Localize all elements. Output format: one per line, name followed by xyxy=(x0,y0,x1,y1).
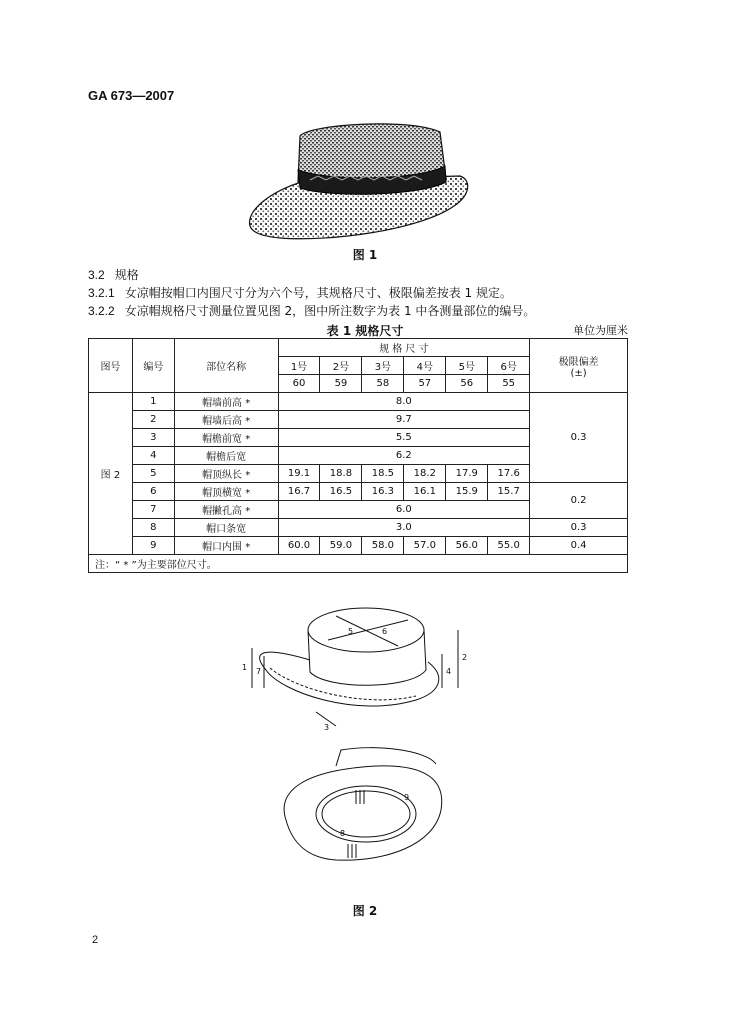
row-name: 帽檐后宽 xyxy=(174,447,278,465)
table-unit: 单位为厘米 xyxy=(573,324,628,337)
paragraph-text: 女凉帽按帽口内围尺寸分为六个号，其规格尺寸、极限偏差按表 1 规定。 xyxy=(124,286,512,300)
row-name: 帽口条宽 xyxy=(174,519,278,537)
header-tolerance xyxy=(530,339,628,393)
section-title: 规格 xyxy=(114,268,139,282)
brim-back-outline xyxy=(336,748,436,766)
table-note-row xyxy=(89,555,628,573)
tolerance-value: 0.3 xyxy=(530,393,628,483)
row-value: 17.6 xyxy=(488,465,530,483)
figure-2-measurement-diagram xyxy=(236,600,476,890)
row-value: 16.7 xyxy=(278,483,320,501)
figure-2-caption: 图 2 xyxy=(352,904,378,918)
row-name: 帽墙前高 * xyxy=(174,393,278,411)
dimension-line-6 xyxy=(328,620,408,640)
figure-1-caption: 图 1 xyxy=(352,248,378,262)
size-label: 1号 xyxy=(278,357,320,375)
size-value: 58 xyxy=(362,375,404,393)
row-value: 16.5 xyxy=(320,483,362,501)
table-header-row xyxy=(89,339,628,357)
section-3-2-1 xyxy=(88,284,512,301)
row-no: 7 xyxy=(132,501,174,519)
section-3-2-2 xyxy=(88,302,535,319)
row-value: 56.0 xyxy=(446,537,488,555)
tolerance-value: 0.4 xyxy=(530,537,628,555)
row-name: 帽檐前宽 * xyxy=(174,429,278,447)
figure-1-hat-illustration xyxy=(240,118,476,244)
row-no: 1 xyxy=(132,393,174,411)
fig-ref: 图 2 xyxy=(89,393,133,555)
fig2-label-7: 7 xyxy=(256,667,262,676)
size-label: 3号 xyxy=(362,357,404,375)
row-name: 帽顶横宽 * xyxy=(174,483,278,501)
header-name: 部位名称 xyxy=(174,339,278,393)
row-value: 9.7 xyxy=(278,411,530,429)
row-value: 55.0 xyxy=(488,537,530,555)
size-label: 5号 xyxy=(446,357,488,375)
size-value: 55 xyxy=(488,375,530,393)
row-value: 57.0 xyxy=(404,537,446,555)
size-value: 59 xyxy=(320,375,362,393)
standard-code: GA 673—2007 xyxy=(88,88,175,103)
spec-table xyxy=(88,338,628,573)
row-no: 8 xyxy=(132,519,174,537)
row-value: 16.1 xyxy=(404,483,446,501)
row-value: 17.9 xyxy=(446,465,488,483)
fig2-label-3: 3 xyxy=(324,723,330,732)
header-spec: 规 格 尺 寸 xyxy=(278,339,530,357)
fig2-label-5: 5 xyxy=(348,627,354,636)
brim-bottom-outline xyxy=(284,766,442,860)
row-name: 帽顶纵长 * xyxy=(174,465,278,483)
fig2-label-9: 9 xyxy=(404,793,410,802)
row-value: 6.0 xyxy=(278,501,530,519)
row-value: 19.1 xyxy=(278,465,320,483)
table-note: 注：“ * ”为主要部位尺寸。 xyxy=(89,555,628,573)
size-value: 57 xyxy=(404,375,446,393)
fig2-label-4: 4 xyxy=(446,667,452,676)
size-value: 56 xyxy=(446,375,488,393)
table-row xyxy=(89,537,628,555)
ribbon-ends xyxy=(348,844,356,858)
row-value: 60.0 xyxy=(278,537,320,555)
row-value: 8.0 xyxy=(278,393,530,411)
row-value: 3.0 xyxy=(278,519,530,537)
inner-band-outline xyxy=(322,791,410,837)
fig2-label-2: 2 xyxy=(462,653,468,662)
row-value: 15.7 xyxy=(488,483,530,501)
paragraph-text: 女凉帽规格尺寸测量位置见图 2，图中所注数字为表 1 中各测量部位的编号。 xyxy=(124,304,536,318)
row-value: 6.2 xyxy=(278,447,530,465)
row-no: 6 xyxy=(132,483,174,501)
size-label: 2号 xyxy=(320,357,362,375)
row-value: 18.2 xyxy=(404,465,446,483)
row-no: 2 xyxy=(132,411,174,429)
label-tag xyxy=(356,790,364,804)
row-value: 18.5 xyxy=(362,465,404,483)
table-row xyxy=(89,483,628,501)
fig2-label-6: 6 xyxy=(382,627,388,636)
row-name: 帽口内围 * xyxy=(174,537,278,555)
row-value: 5.5 xyxy=(278,429,530,447)
header-fig: 图号 xyxy=(89,339,133,393)
row-no: 9 xyxy=(132,537,174,555)
row-value: 58.0 xyxy=(362,537,404,555)
size-label: 4号 xyxy=(404,357,446,375)
row-value: 15.9 xyxy=(446,483,488,501)
tolerance-label: 极限偏差 xyxy=(558,356,599,368)
table-caption: 表 1 规格尺寸 xyxy=(326,324,404,338)
row-name: 帽墙后高 * xyxy=(174,411,278,429)
tolerance-value: 0.2 xyxy=(530,483,628,519)
row-no: 5 xyxy=(132,465,174,483)
row-name: 帽撇孔高 * xyxy=(174,501,278,519)
dimension-line-5 xyxy=(336,616,398,646)
section-number: 3.2.2 xyxy=(88,304,115,318)
row-value: 16.3 xyxy=(362,483,404,501)
row-value: 59.0 xyxy=(320,537,362,555)
size-label: 6号 xyxy=(488,357,530,375)
row-value: 18.8 xyxy=(320,465,362,483)
row-no: 3 xyxy=(132,429,174,447)
crown-wall-outline xyxy=(308,630,426,685)
table-row xyxy=(89,393,628,411)
page-number: 2 xyxy=(92,934,99,946)
header-no: 编号 xyxy=(132,339,174,393)
size-value: 60 xyxy=(278,375,320,393)
fig2-label-8: 8 xyxy=(340,829,346,838)
tolerance-value: 0.3 xyxy=(530,519,628,537)
fig2-label-1: 1 xyxy=(242,663,248,672)
tolerance-sign: (±) xyxy=(570,367,587,379)
section-number: 3.2.1 xyxy=(88,286,115,300)
crown-opening-outline xyxy=(316,786,416,842)
table-row xyxy=(89,519,628,537)
section-number: 3.2 xyxy=(88,268,105,282)
row-no: 4 xyxy=(132,447,174,465)
section-3-2-heading xyxy=(88,266,139,283)
